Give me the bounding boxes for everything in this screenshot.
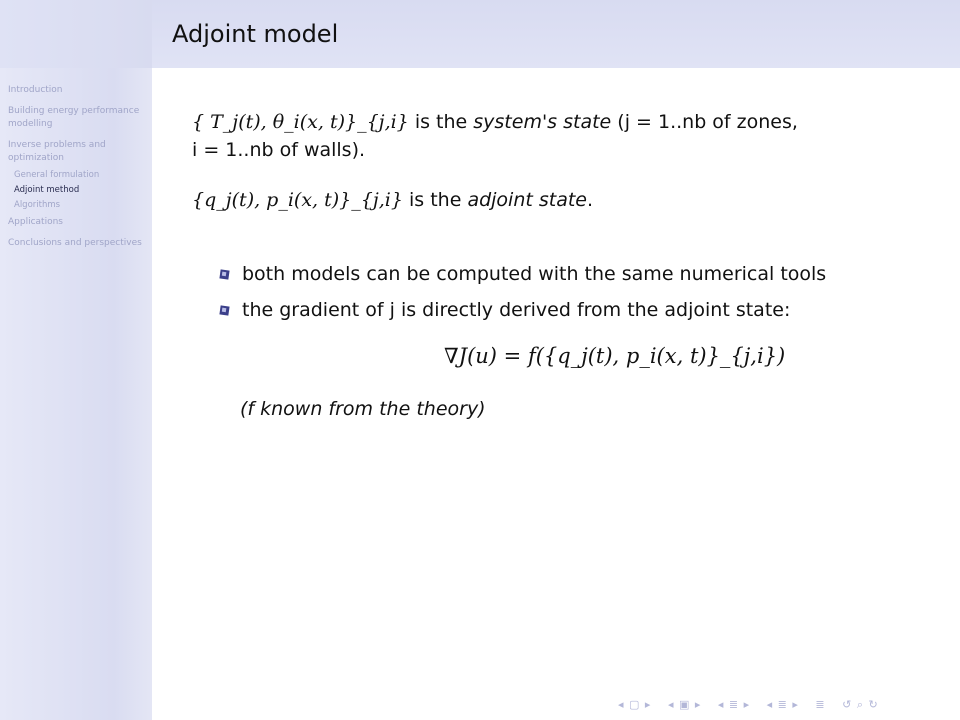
- nav-subitem-general-formulation[interactable]: General formulation: [14, 170, 100, 180]
- nav-item-applications[interactable]: Applications: [8, 217, 63, 227]
- bullet-icon: [219, 269, 229, 279]
- section-navigation: [8, 84, 148, 258]
- state-text: is the: [408, 111, 474, 133]
- bullet-list: [218, 258, 918, 330]
- state-rest: (j = 1..nb of zones,: [611, 111, 798, 133]
- theory-note: (f known from the theory): [240, 398, 486, 420]
- nav-search-icon[interactable]: ↺ ⌕ ↻: [842, 698, 879, 711]
- frame-title: Adjoint model: [172, 20, 339, 48]
- beamer-navigation-controls: [618, 698, 891, 712]
- state-definition: [192, 108, 932, 164]
- adjoint-math: {q_j(t), p_i(x, t)}_{j,i}: [192, 189, 403, 211]
- nav-frame-icon[interactable]: ◂ ▢ ▸: [618, 698, 652, 711]
- nav-part-icon[interactable]: ◂ ≣ ▸: [766, 698, 799, 711]
- nav-subitem-algorithms[interactable]: Algorithms: [14, 200, 61, 210]
- adjoint-end: .: [587, 189, 594, 211]
- adjoint-definition: [192, 186, 932, 214]
- nav-item-introduction[interactable]: Introduction: [8, 85, 63, 95]
- bullet-text: the gradient of j is directly derived from the adjoint state:: [242, 299, 791, 321]
- state-line2: i = 1..nb of walls).: [192, 139, 366, 161]
- state-math: { T_j(t), θ_i(x, t)}_{j,i}: [192, 111, 409, 133]
- nav-subsection-icon[interactable]: ◂ ▣ ▸: [667, 698, 702, 711]
- nav-item-conclusions[interactable]: Conclusions and perspectives: [8, 238, 142, 248]
- nav-section-icon[interactable]: ◂ ≣ ▸: [717, 698, 751, 711]
- list-item: [218, 258, 918, 294]
- topbar-left: [0, 0, 152, 68]
- bullet-text: both models can be computed with the same numerical tools: [242, 263, 827, 285]
- nav-item-inverse-problems[interactable]: Inverse problems and optimization: [8, 140, 106, 163]
- bullet-icon: [219, 305, 229, 315]
- state-emphasis: system's state: [473, 111, 612, 133]
- nav-toc-icon[interactable]: ≣: [815, 698, 826, 711]
- adjoint-emphasis: adjoint state: [467, 189, 587, 211]
- list-item: [218, 294, 918, 330]
- gradient-equation: ∇J(u) = f({q_j(t), p_i(x, t)}_{j,i}): [444, 344, 786, 368]
- nav-item-building-energy-modelling[interactable]: Building energy performance modelling: [8, 106, 140, 129]
- nav-subsection-list: [8, 169, 148, 212]
- slide-body: [192, 108, 932, 214]
- adjoint-text: is the: [402, 189, 468, 211]
- nav-subitem-adjoint-method[interactable]: Adjoint method: [14, 185, 80, 195]
